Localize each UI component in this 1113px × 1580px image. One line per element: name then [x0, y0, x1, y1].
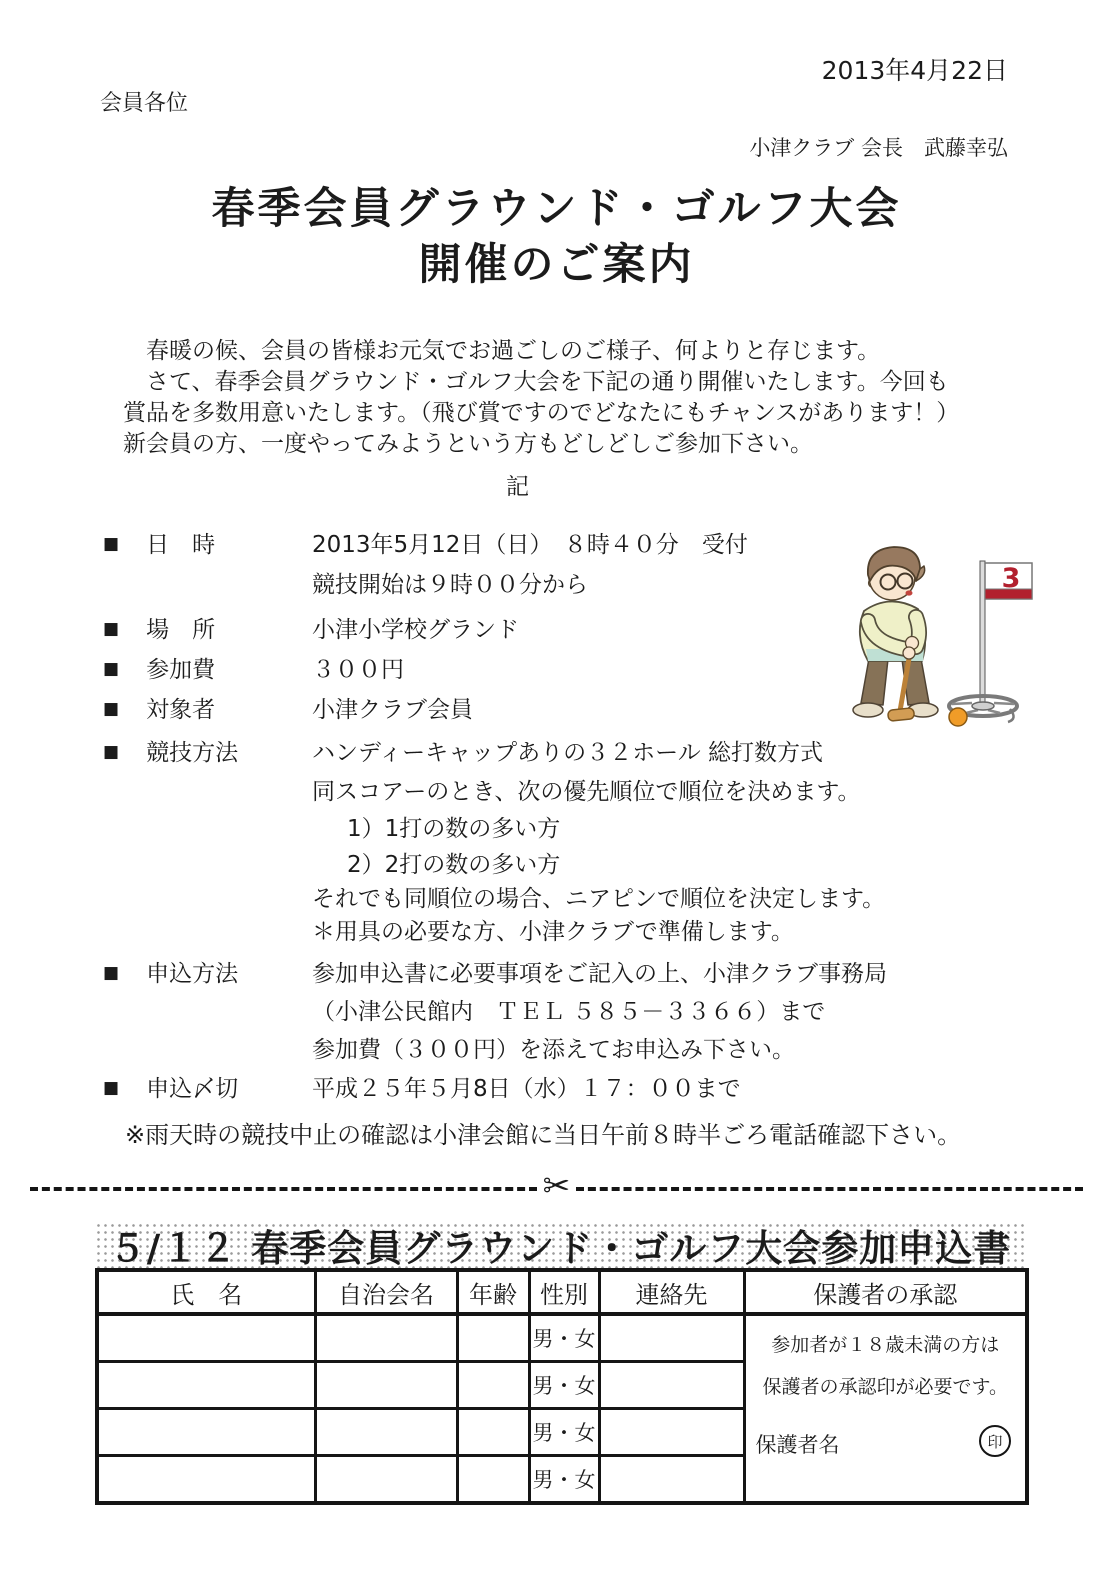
item-value-line: 2013年5月12日（日） ８時４０分 受付: [312, 532, 748, 558]
item-label: ■ 申込〆切: [103, 1076, 239, 1102]
item-label: ■ 参加費: [103, 657, 216, 683]
ki-label: 記: [506, 474, 529, 500]
item-value-line: 小津クラブ会員: [312, 697, 473, 723]
header-gender: 性別: [529, 1270, 599, 1314]
square-bullet-icon: ■: [103, 698, 120, 719]
header-association: 自治会名: [315, 1270, 457, 1314]
item-value-line: 2）2打の数の多い方: [347, 852, 561, 878]
item-value-line: （小津公民館内 ＴＥＬ ５８５－３３６６）まで: [312, 999, 826, 1025]
age-cell-empty: [457, 1409, 529, 1456]
guardian-approval-cell: [744, 1314, 1027, 1503]
name-cell-empty: [97, 1362, 315, 1409]
dashed-line: [576, 1187, 1083, 1191]
cut-line: [30, 1165, 1083, 1206]
item-label: ■ 申込方法: [103, 961, 239, 987]
name-cell-empty: [97, 1314, 315, 1362]
ball-icon: [949, 708, 967, 726]
item-value-line: 平成２５年５月8日（水）１７：００まで: [312, 1076, 741, 1102]
guardian-note-line: 参加者が１８歳未満の方は: [771, 1334, 1000, 1356]
square-bullet-icon: ■: [103, 1077, 120, 1098]
item-value-line: それでも同順位の場合、ニアピンで順位を決定します。: [312, 886, 886, 912]
association-cell-empty: [315, 1409, 457, 1456]
golfer-illustration: [853, 547, 938, 721]
square-bullet-icon: ■: [103, 962, 120, 983]
item-label: ■ 競技方法: [103, 740, 239, 766]
intro-line: 春暖の候、会員の皆様お元気でお過ごしのご様子、何よりと存じます。: [123, 338, 881, 364]
name-cell-empty: [97, 1456, 315, 1504]
table-row: [97, 1314, 1027, 1362]
association-cell-empty: [315, 1362, 457, 1409]
header-name: 氏 名: [97, 1270, 315, 1314]
gender-cell: 男・女: [529, 1314, 599, 1362]
page-title-line-1: 春季会員グラウンド・ゴルフ大会: [211, 184, 902, 234]
date-line: 2013年4月22日: [821, 56, 1008, 85]
item-value-line: ３００円: [312, 657, 404, 683]
association-cell-empty: [315, 1456, 457, 1504]
intro-line: さて、春季会員グラウンド・ゴルフ大会を下記の通り開催いたします。今回も: [123, 369, 949, 395]
intro-line: 新会員の方、一度やってみようという方もどしどしご参加下さい。: [123, 431, 813, 457]
hole-flag-icon: [949, 561, 1032, 726]
flag-number: 3: [1001, 563, 1021, 594]
header-guardian: 保護者の承認: [744, 1270, 1027, 1314]
application-table: [95, 1268, 1029, 1505]
association-cell-empty: [315, 1314, 457, 1362]
contact-cell-empty: [599, 1362, 744, 1409]
item-value-line: 1）1打の数の多い方: [347, 816, 561, 842]
guardian-note-line: 保護者の承認印が必要です。: [762, 1376, 1008, 1398]
item-value-line: ＊用具の必要な方、小津クラブで準備します。: [312, 919, 794, 945]
scissors-icon: ✂: [542, 1165, 571, 1205]
table-header-row: [97, 1270, 1027, 1314]
gender-cell: 男・女: [529, 1362, 599, 1409]
header-age: 年齢: [457, 1270, 529, 1314]
seal-mark-icon: 印: [979, 1425, 1011, 1457]
ground-golf-illustration: [828, 523, 1043, 733]
item-label: ■ 場 所: [103, 617, 216, 643]
contact-cell-empty: [599, 1409, 744, 1456]
intro-line: 賞品を多数用意いたします。（飛び賞ですのでどなたにもチャンスがあります！）: [123, 400, 960, 426]
item-label: ■ 日 時: [103, 532, 216, 558]
item-value-line: 競技開始は９時００分から: [312, 572, 588, 598]
item-label: ■ 対象者: [103, 697, 216, 723]
item-value-line: ハンディーキャップありの３２ホール 総打数方式: [312, 740, 824, 766]
age-cell-empty: [457, 1456, 529, 1504]
item-value-line: 参加申込書に必要事項をご記入の上、小津クラブ事務局: [312, 961, 887, 987]
rain-note: ※雨天時の競技中止の確認は小津会館に当日午前８時半ごろ電話確認下さい。: [125, 1121, 962, 1149]
contact-cell-empty: [599, 1456, 744, 1504]
item-value-line: 同スコアーのとき、次の優先順位で順位を決めます。: [312, 779, 861, 805]
item-value-line: 参加費（３００円）を添えてお申込み下さい。: [312, 1037, 795, 1063]
sender-line: 小津クラブ 会長 武藤幸弘: [749, 136, 1008, 160]
square-bullet-icon: ■: [103, 618, 120, 639]
square-bullet-icon: ■: [103, 741, 120, 762]
form-banner: [95, 1222, 1025, 1268]
square-bullet-icon: ■: [103, 533, 120, 554]
gender-cell: 男・女: [529, 1456, 599, 1504]
item-value-line: 小津小学校グランド: [312, 617, 519, 643]
contact-cell-empty: [599, 1314, 744, 1362]
gender-cell: 男・女: [529, 1409, 599, 1456]
age-cell-empty: [457, 1362, 529, 1409]
header-contact: 連絡先: [599, 1270, 744, 1314]
dashed-line: [30, 1187, 537, 1191]
age-cell-empty: [457, 1314, 529, 1362]
addressee-line: 会員各位: [100, 91, 189, 116]
form-banner-title: ５/１２ 春季会員グラウンド・ゴルフ大会参加申込書: [108, 1227, 1012, 1270]
name-cell-empty: [97, 1409, 315, 1456]
square-bullet-icon: ■: [103, 658, 120, 679]
guardian-name-label: 保護者名: [755, 1433, 840, 1457]
page-title-line-2: 開催のご案内: [418, 240, 695, 290]
